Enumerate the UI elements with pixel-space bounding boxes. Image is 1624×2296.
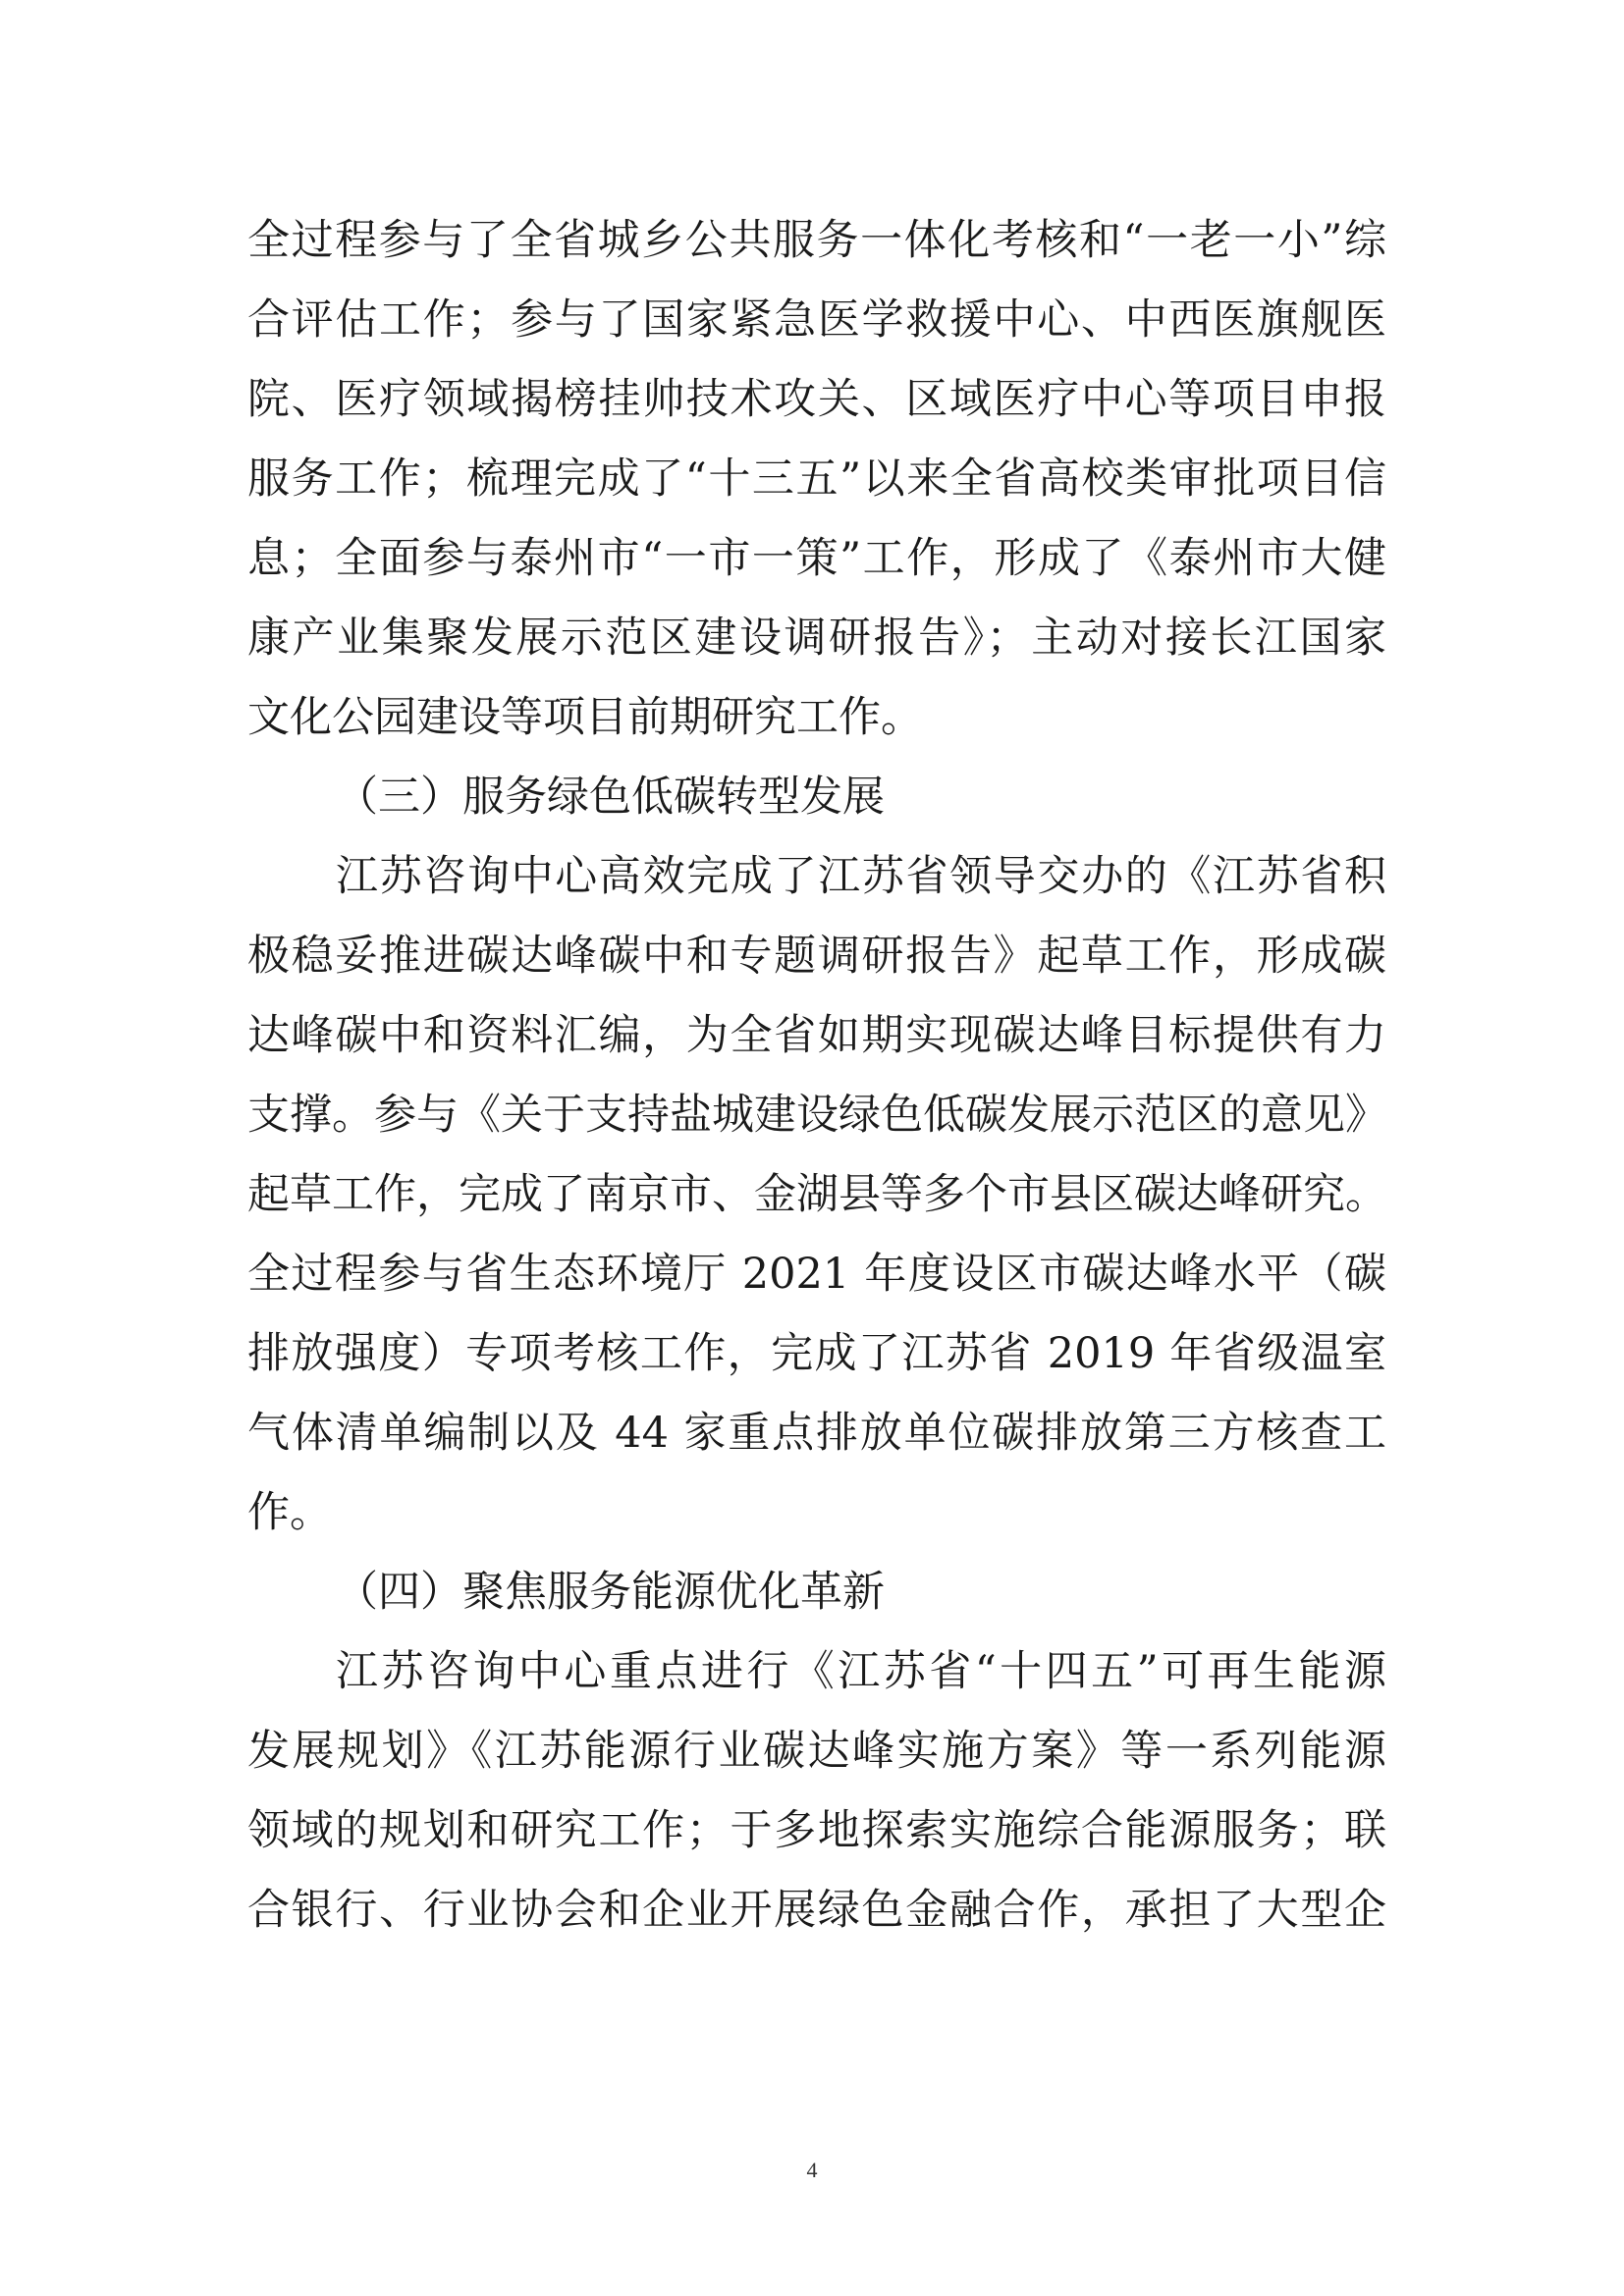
text-line: 全过程参与省生态环境厅 2021 年度设区市碳达峰水平（碳 <box>247 1250 1386 1299</box>
text-line: 文化公园建设等项目前期研究工作。 <box>247 693 923 742</box>
text-line: 达峰碳中和资料汇编，为全省如期实现碳达峰目标提供有力 <box>247 1011 1386 1060</box>
page-number: 4 <box>806 2158 818 2182</box>
paragraph-3 <box>247 1632 1386 1950</box>
text-line: 作。 <box>247 1488 332 1537</box>
document-body <box>247 201 1386 1950</box>
text-line: 排放强度）专项考核工作，完成了江苏省 2019 年省级温室 <box>247 1329 1386 1378</box>
text-line: 全过程参与了全省城乡公共服务一体化考核和“一老一小”综 <box>247 216 1386 265</box>
text-line: 院、医疗领域揭榜挂帅技术攻关、区域医疗中心等项目申报 <box>247 375 1386 424</box>
text-line: 江苏咨询中心重点进行《江苏省“十四五”可再生能源 <box>336 1647 1386 1696</box>
text-line: 合银行、行业协会和企业开展绿色金融合作，承担了大型企 <box>247 1886 1386 1935</box>
text-line: 息；全面参与泰州市“一市一策”工作，形成了《泰州市大健 <box>247 534 1386 583</box>
text-line: 支撑。参与《关于支持盐城建设绿色低碳发展示范区的意见》 <box>247 1091 1387 1140</box>
text-line: 起草工作，完成了南京市、金湖县等多个市县区碳达峰研究。 <box>247 1170 1387 1219</box>
section-heading-4: （四）聚焦服务能源优化革新 <box>336 1568 885 1617</box>
text-line: 极稳妥推进碳达峰碳中和专题调研报告》起草工作，形成碳 <box>247 932 1386 981</box>
text-line: 服务工作；梳理完成了“十三五”以来全省高校类审批项目信 <box>247 454 1386 504</box>
text-line: 康产业集聚发展示范区建设调研报告》；主动对接长江国家 <box>247 614 1386 663</box>
text-line: 气体清单编制以及 44 家重点排放单位碳排放第三方核查工 <box>247 1409 1386 1458</box>
text-line: 领域的规划和研究工作；于多地探索实施综合能源服务；联 <box>247 1806 1386 1855</box>
text-line: 江苏咨询中心高效完成了江苏省领导交办的《江苏省积 <box>336 852 1386 901</box>
text-line: 发展规划》《江苏能源行业碳达峰实施方案》等一系列能源 <box>247 1727 1386 1776</box>
paragraph-2 <box>247 837 1386 1553</box>
paragraph-1 <box>247 201 1386 758</box>
text-line: 合评估工作；参与了国家紧急医学救援中心、中西医旗舰医 <box>247 295 1386 345</box>
section-heading-3: （三）服务绿色低碳转型发展 <box>336 773 885 822</box>
